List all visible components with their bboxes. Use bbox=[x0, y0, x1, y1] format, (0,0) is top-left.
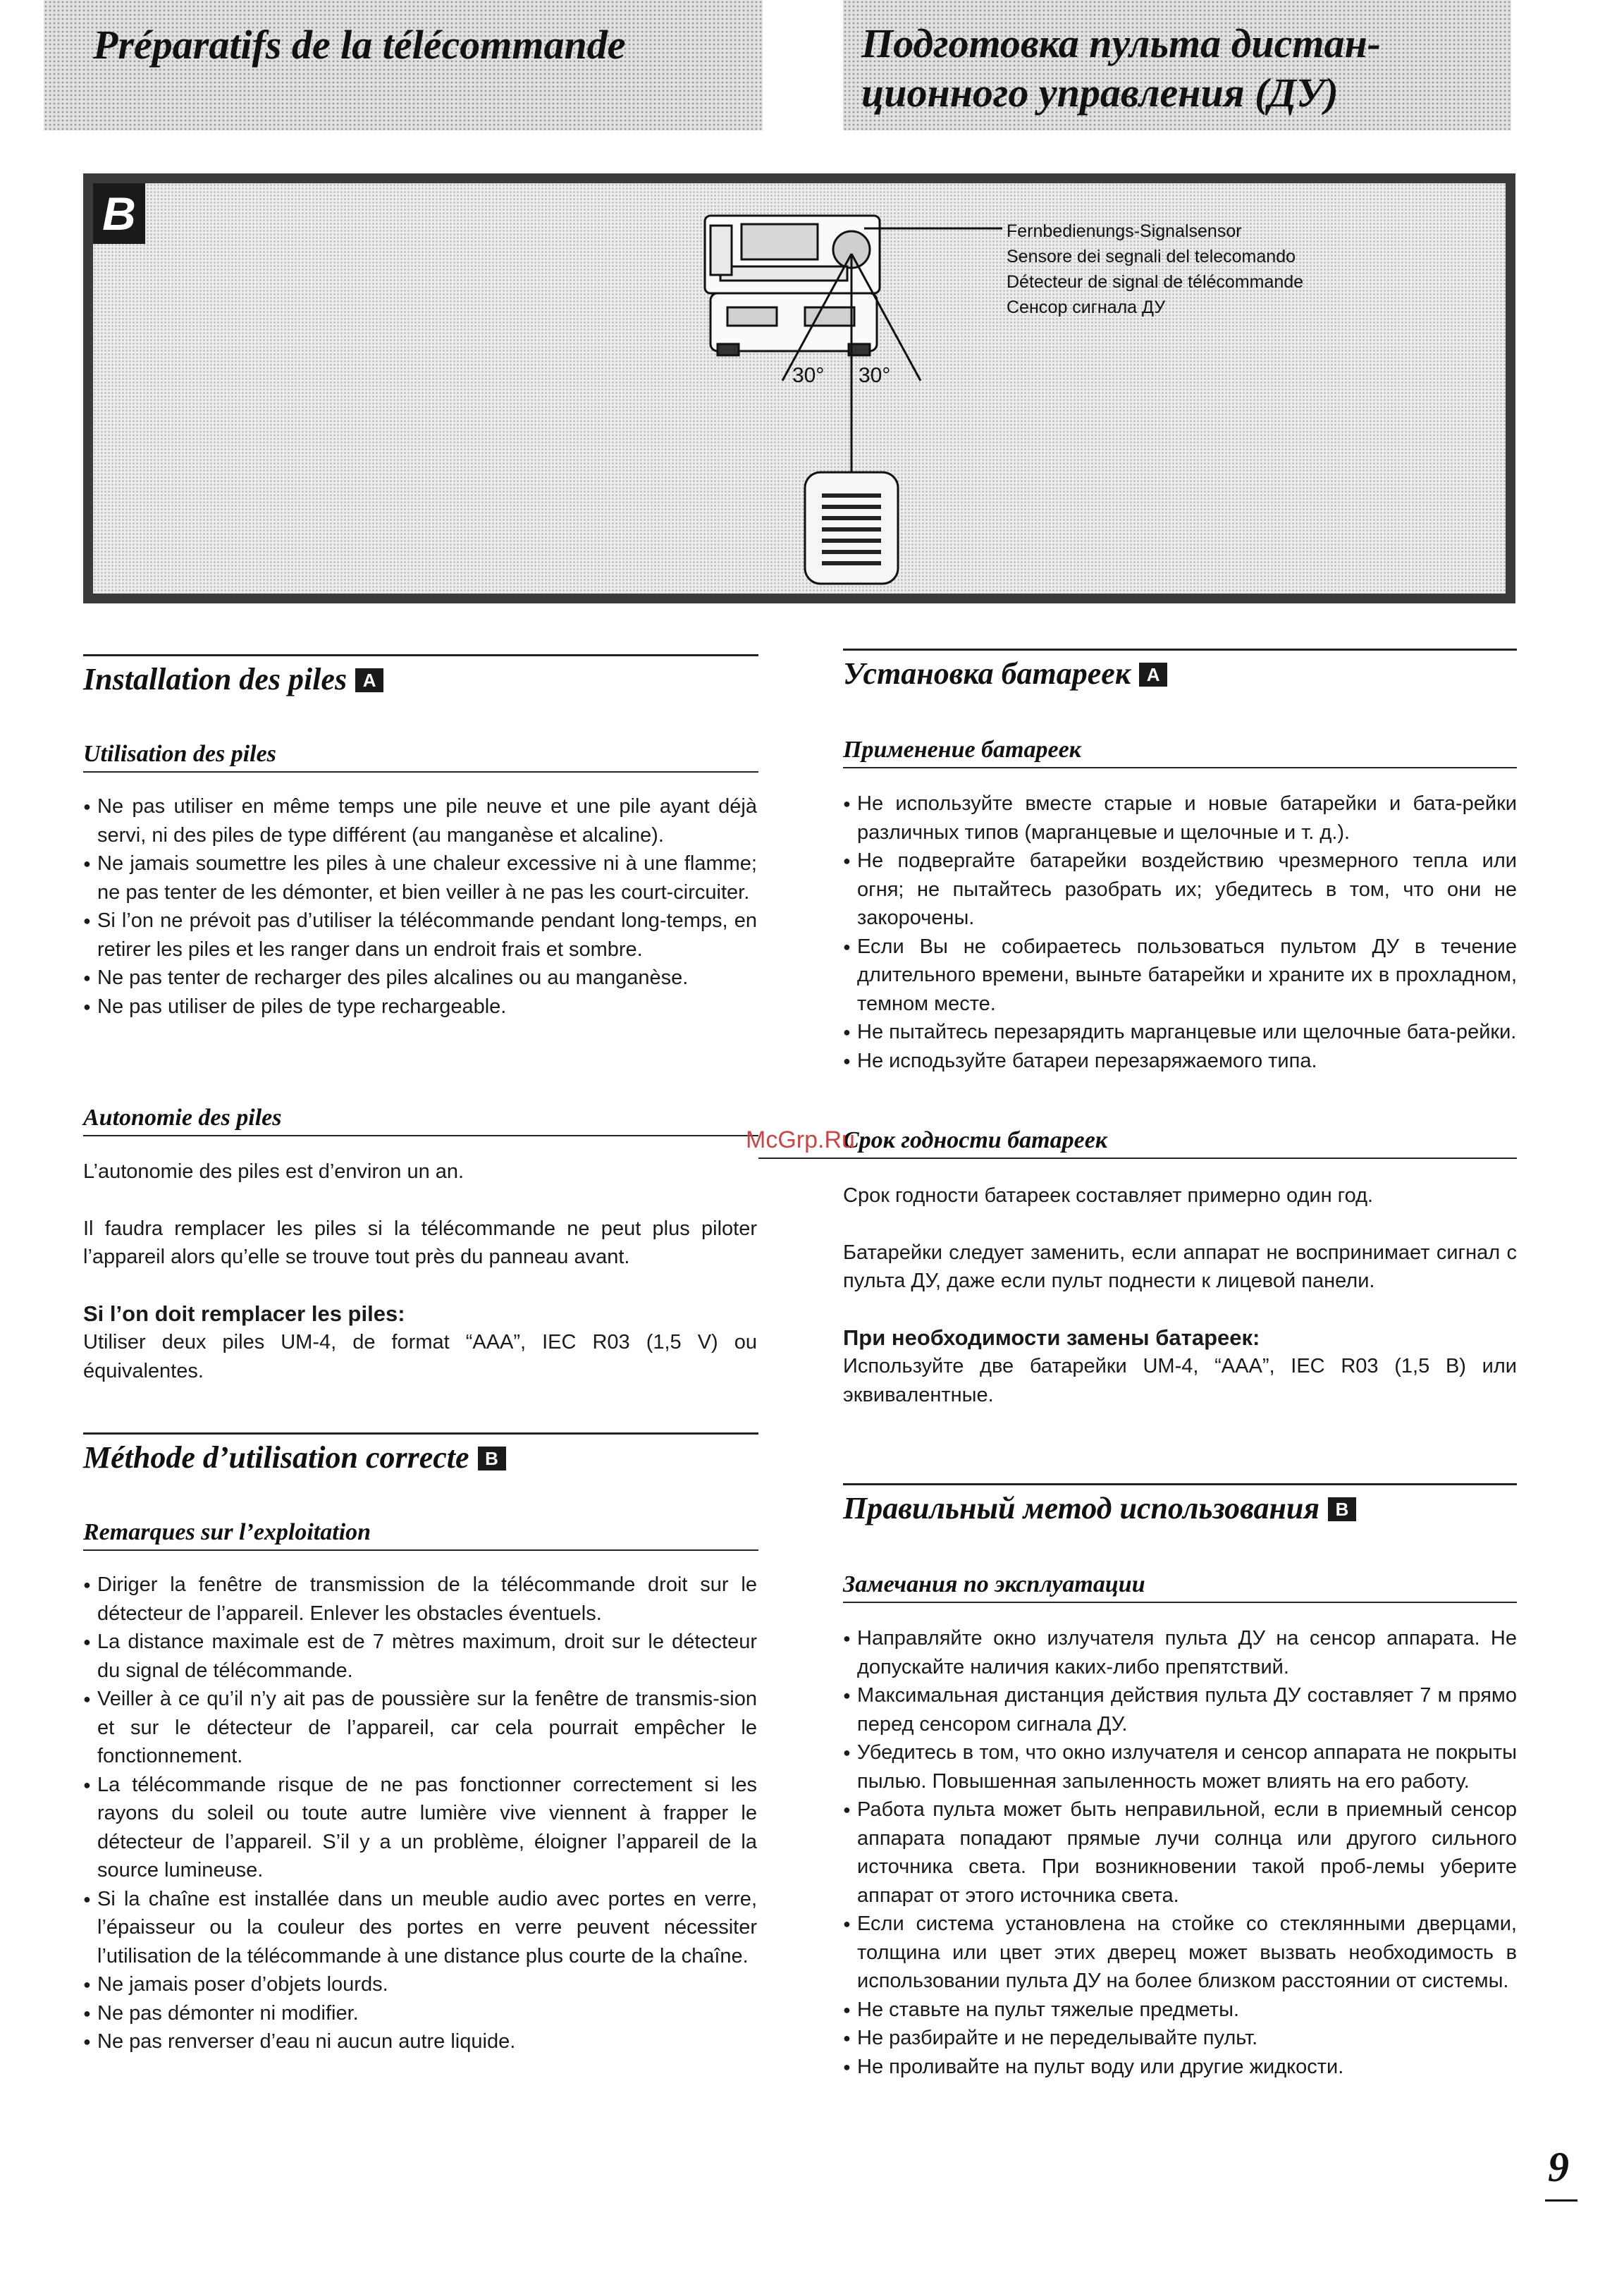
section-rule-installation-ru bbox=[843, 649, 1517, 651]
list-item: ● La télécommande risque de ne pas fonctionner correctement si les rayons du soleil ou toute autre lumière vive viennent à frapper le détecteur de l’appareil. S’il y a un problème, éloigner l’appareil de la source lumineuse. bbox=[83, 1771, 757, 1885]
bullet-list bbox=[843, 790, 1517, 1075]
section-heading-installation-fr: Installation des piles A bbox=[83, 660, 383, 699]
paragraph: Срок годности батареек составляет примерно один год. bbox=[843, 1184, 1374, 1207]
list-item: ● Не иcподьзуйте батареи перезаряжаемого типа. bbox=[843, 1047, 1517, 1076]
list-item: ● Не пытайтесь перезарядить марганцевые или щелочные бата-рейки. bbox=[843, 1018, 1517, 1047]
list-item: ● Работа пульта может быть неправильной, если в приемный сенсор аппарата попадают прямые лучи солнца или другого сильного источника света. При возникновении такой проб-лемы уберите аппарат от этого источника света. bbox=[843, 1795, 1517, 1910]
bullets-utilisation-ru bbox=[843, 790, 1517, 1075]
list-item: ● Не разбирайте и не переделывайте пульт. bbox=[843, 2024, 1517, 2053]
list-item: ● Diriger la fenêtre de transmission de la télécommande droit sur le détecteur de l’appareil. Enlever les obstacles éventuels. bbox=[83, 1571, 757, 1628]
subheading-autonomie-fr: Autonomie des piles bbox=[83, 1105, 282, 1131]
angle-label-right: 30° bbox=[859, 364, 891, 387]
list-item: ● Не используйте вместе старые и новые батарейки и бата-рейки различных типов (марганцевые и щелочные и т. д.). bbox=[843, 790, 1517, 847]
list-item: ● Ne pas tenter de recharger des piles alcalines ou au manganèse. bbox=[83, 964, 757, 993]
section-heading-installation-ru: Установка батареек A bbox=[843, 654, 1167, 694]
sensor-label-fr: Détecteur de signal de télécommande bbox=[1007, 272, 1304, 292]
section-icon-a: A bbox=[355, 668, 383, 692]
list-item: ● Ne jamais poser d’objets lourds. bbox=[83, 1970, 757, 1999]
section-heading-methode-fr: Méthode d’utilisation correcte B bbox=[83, 1438, 506, 1478]
section-rule-methode-ru bbox=[843, 1483, 1517, 1485]
list-item: ● Ne pas utiliser en même temps une pile neuve et une pile ayant déjà servi, ni des piles de type différent (au manganèse et alcaline). bbox=[83, 792, 757, 849]
figure-remote-angle bbox=[83, 173, 1515, 603]
list-item: ● Ne pas renverser d’eau ni aucun autre liquide. bbox=[83, 2027, 757, 2056]
bullet-list bbox=[843, 1624, 1517, 2081]
section-heading-methode-ru: Правильный метод использования B bbox=[843, 1489, 1356, 1528]
angle-label-left: 30° bbox=[792, 364, 825, 387]
list-item: ● Si la chaîne est installée dans un meuble audio avec portes en verre, l’épaisseur ou la couleur des portes en verre peuvent nécessiter l’utilisation de la télécommande à une distance plus courte de la chaîne. bbox=[83, 1885, 757, 1971]
autonomie-text-fr bbox=[83, 1158, 757, 1385]
page-number-underline bbox=[1545, 2199, 1577, 2202]
bullet-list bbox=[83, 1571, 757, 2056]
subheading-remarques-ru: Замечания по эксплуатации bbox=[843, 1571, 1145, 1597]
list-item: ● Не проливайте на пульт воду или другие жидкости. bbox=[843, 2053, 1517, 2082]
subheading-utilisation-ru: Применение батареек bbox=[843, 737, 1081, 763]
title-box-ru bbox=[843, 0, 1511, 130]
list-item: ● Если система установлена на стойке со стеклянными дверцами, толщина или цвет этих дверец может вызвать необходимость в использовании пульта ДУ на более близком расстоянии от системы. bbox=[843, 1910, 1517, 1996]
section-icon-b: B bbox=[1328, 1497, 1356, 1521]
replace-heading-ru: При необходимости замены батареек: bbox=[843, 1325, 1260, 1350]
bullets-utilisation-fr bbox=[83, 792, 757, 1021]
list-item: ● Не ставьте на пульт тяжелые предметы. bbox=[843, 1996, 1517, 2025]
list-item: ● Ne pas démonter ni modifier. bbox=[83, 1999, 757, 2028]
remote-control-icon bbox=[805, 472, 898, 584]
list-item: ● Если Вы не собираетесь пользоваться пультом ДУ в течение длительного времени, выньте батарейки и храните их в прохладном, темном месте. bbox=[843, 933, 1517, 1019]
sensor-label-de: Fernbedienungs-Signalsensor bbox=[1007, 221, 1242, 241]
sensor-label-ru: Сенсор сигнала ДУ bbox=[1007, 297, 1166, 317]
list-item: ● Si l’on ne prévoit pas d’utiliser la télécommande pendant long-temps, en retirer les piles et les ranger dans un endroit frais et sombre. bbox=[83, 907, 757, 964]
page-title-ru-line2: ционного управления (ДУ) bbox=[861, 70, 1339, 116]
list-item: ● Убедитесь в том, что окно излучателя и сенсор аппарата не покрыты пылью. Повышенная запыленность может влиять на его работу. bbox=[843, 1738, 1517, 1795]
list-item: ● Максимальная дистанция действия пульта ДУ составляет 7 м прямо перед сенсором сигнала ДУ. bbox=[843, 1681, 1517, 1738]
section-icon-a: A bbox=[1139, 663, 1167, 687]
subrule-utilisation-fr bbox=[83, 771, 758, 773]
bullet-list bbox=[83, 792, 757, 1021]
paragraph: Используйте две батарейки UM-4, “AAA”, IEC R03 (1,5 В) или эквивалентные. bbox=[843, 1355, 1517, 1406]
page-title-ru-line1: Подготовка пульта дистан- bbox=[861, 20, 1381, 66]
sensor-label-it: Sensore dei segnali del telecomando bbox=[1007, 247, 1296, 266]
subheading-autonomie-ru: Срок годности батареек bbox=[843, 1127, 1108, 1153]
subheading-utilisation-fr: Utilisation des piles bbox=[83, 741, 276, 767]
paragraph: L’autonomie des piles est d’environ un an. bbox=[83, 1160, 465, 1183]
section-rule-installation-fr bbox=[83, 654, 758, 656]
bullets-remarques-ru bbox=[843, 1624, 1517, 2081]
paragraph: Utiliser deux piles UM-4, de format “AAA”, IEC R03 (1,5 V) ou équivalentes. bbox=[83, 1331, 757, 1382]
subrule-autonomie-fr bbox=[83, 1135, 758, 1136]
list-item: ● Veiller à ce qu’il n’y ait pas de poussière sur la fenêtre de transmis-sion et sur le détecteur de l’appareil, car cela pourrait empêcher le fonctionnement. bbox=[83, 1685, 757, 1771]
list-item: ● Ne jamais soumettre les piles à une chaleur excessive ni à une flamme; ne pas tenter de les démonter, et bien veiller à ne pas les court-circuiter. bbox=[83, 849, 757, 907]
title-box-fr bbox=[44, 0, 763, 130]
section-rule-methode-fr bbox=[83, 1432, 758, 1435]
subheading-remarques-fr: Remarques sur l’exploitation bbox=[83, 1519, 371, 1545]
autonomie-text-ru bbox=[843, 1181, 1517, 1409]
list-item: ● Не подвергайте батарейки воздействию чрезмерного тепла или огня; не пытайтесь разобрать их; убедитесь в том, что они не закорочены. bbox=[843, 847, 1517, 933]
stereo-unit-icon bbox=[705, 216, 880, 355]
page-number: 9 bbox=[1548, 2144, 1569, 2190]
subrule-remarques-ru bbox=[843, 1602, 1517, 1603]
paragraph: Батарейки следует заменить, если аппарат не воспринимает сигнал с пульта ДУ, даже если пульт поднести к лицевой панели. bbox=[843, 1241, 1517, 1292]
figure-badge: B bbox=[93, 183, 145, 244]
section-icon-b: B bbox=[478, 1447, 506, 1471]
list-item: ● Ne pas utiliser de piles de type rechargeable. bbox=[83, 993, 757, 1021]
subrule-remarques-fr bbox=[83, 1549, 758, 1551]
list-item: ● Направляйте окно излучателя пульта ДУ на сенсор аппарата. Не допускайте наличия каких-либо препятствий. bbox=[843, 1624, 1517, 1681]
list-item: ● La distance maximale est de 7 mètres maximum, droit sur le détecteur du signal de télécommande. bbox=[83, 1628, 757, 1685]
paragraph: Il faudra remplacer les piles si la télécommande ne peut plus piloter l’appareil alors qu’elle se trouve tout près du panneau avant. bbox=[83, 1217, 757, 1268]
page-title-fr: Préparatifs de la télécommande bbox=[93, 22, 626, 68]
watermark-text: McGrp.Ru bbox=[746, 1126, 855, 1153]
replace-heading-fr: Si l’on doit remplacer les piles: bbox=[83, 1301, 405, 1326]
subrule-utilisation-ru bbox=[843, 767, 1517, 768]
bullets-remarques-fr bbox=[83, 1571, 757, 2056]
subrule-autonomie-ru bbox=[758, 1158, 1517, 1159]
